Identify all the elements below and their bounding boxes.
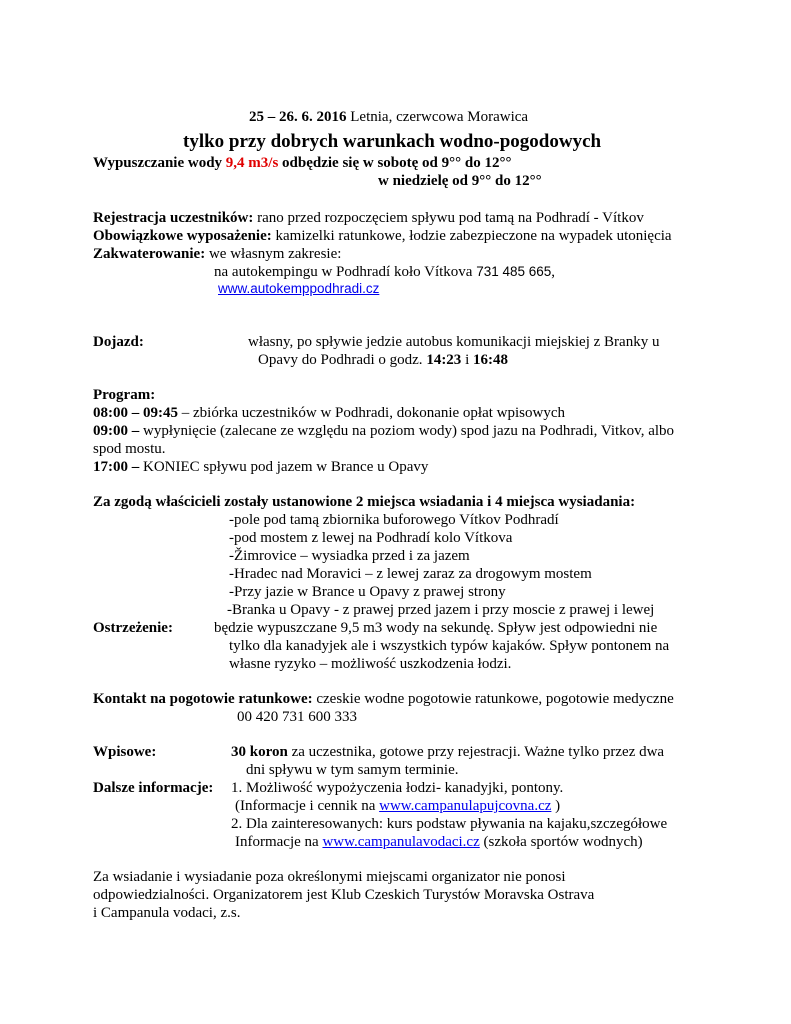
warning-line3: własne ryzyko – możliwość uszkodzenia łodzi. xyxy=(229,656,512,672)
program-item-2-time: 09:00 – xyxy=(93,423,140,439)
event-dates-line xyxy=(249,108,528,126)
contact-line xyxy=(93,690,674,708)
more-info-item-2: 2. Dla zainteresowanych: kurs podstaw pływania na kajaku,szczegółowe xyxy=(231,816,668,832)
program-item-2-cont: spod mostu. xyxy=(93,441,166,457)
fee-label: Wpisowe: xyxy=(93,744,157,760)
contact-text: czeskie wodne pogotowie ratunkowe, pogotowie medyczne xyxy=(312,691,674,707)
contact-label: Kontakt na pogotowie ratunkowe: xyxy=(93,691,313,707)
registration-label: Rejestracja uczestników: xyxy=(93,210,254,226)
equipment-label: Obowiązkowe wyposażenie: xyxy=(93,228,272,244)
program-item-2-text: wypłynięcie (zalecane ze względu na poziom wody) spod jazu na Podhradi, Vitkov, albo xyxy=(139,423,675,439)
program-item-1-text: – zbiórka uczestników w Podhradi, dokonanie opłat wpisowych xyxy=(178,405,566,421)
location-item: -Hradec nad Moravici – z lewej zaraz za drogowym mostem xyxy=(229,566,592,582)
accommodation-line xyxy=(93,245,341,263)
footer-line2: odpowiedzialności. Organizatorem jest Klub Czeskich Turystów Moravska Ostrava xyxy=(93,887,595,903)
transport-and: i xyxy=(461,352,473,368)
program-item-1-time: 08:00 – 09:45 xyxy=(93,405,178,421)
water-release-suffix: odbędzie się w sobotę od 9°° do 12°° xyxy=(278,155,512,171)
bus-time-1: 14:23 xyxy=(426,352,462,368)
subtitle: tylko przy dobrych warunkach wodno-pogodowych xyxy=(183,131,602,152)
transport-line2 xyxy=(258,351,508,369)
autokemp-website-link[interactable]: www.autokemppodhradi.cz xyxy=(218,281,380,296)
equipment-text: kamizelki ratunkowe, łodzie zabezpieczone na wypadek utonięcia xyxy=(271,228,672,244)
program-item-3 xyxy=(93,458,428,476)
more-info-item-1: 1. Możliwość wypożyczenia łodzi- kanadyjki, pontony. xyxy=(231,780,564,796)
location-item: -pole pod tamą zbiornika buforowego Vítkov Podhradí xyxy=(229,512,559,528)
more-info-item-2-line2 xyxy=(235,833,643,851)
equipment-line xyxy=(93,227,672,245)
campanulapujcovna-link[interactable]: www.campanulapujcovna.cz xyxy=(379,798,552,814)
transport-line1: własny, po spływie jedzie autobus komunikacji miejskiej z Branky u xyxy=(248,334,660,350)
campanulavodaci-link[interactable]: www.campanulavodaci.cz xyxy=(322,834,480,850)
transport-label: Dojazd: xyxy=(93,334,144,350)
registration-line xyxy=(93,209,644,227)
warning-line2: tylko dla kanadyjek ale i wszystkich typów kajaków. Spływ pontonem na xyxy=(229,638,670,654)
location-item: -pod mostem z lewej na Podhradí kolo Vítkova xyxy=(229,530,513,546)
more-info-item-2-end: (szkoła sportów wodnych) xyxy=(479,834,643,850)
program-label: Program: xyxy=(93,387,156,403)
accommodation-label: Zakwaterowanie: xyxy=(93,246,206,262)
fee-text: za uczestnika, gotowe przy rejestracji. Ważne tylko przez dwa xyxy=(287,744,665,760)
program-item-3-text: KONIEC spływu pod jazem w Brance u Opavy xyxy=(139,459,429,475)
program-item-1 xyxy=(93,404,565,422)
accommodation-phone: 731 485 665 xyxy=(476,264,552,279)
accommodation-comma: , xyxy=(551,264,556,280)
accommodation-camp-line xyxy=(214,263,555,281)
location-item: -Žimrovice – wysiadka przed i za jazem xyxy=(229,548,470,564)
locations-heading: Za zgodą właścicieli zostały ustanowione 2 miejsca wsiadania i 4 miejsca wysiadania: xyxy=(93,494,636,510)
water-release-prefix: Wypuszczanie wody xyxy=(93,155,226,171)
transport-line2-text: Opavy do Podhradi o godz. xyxy=(258,352,427,368)
water-flow-value: 9,4 m3/s xyxy=(225,155,279,171)
fee-line xyxy=(231,743,664,761)
contact-phone: 00 420 731 600 333 xyxy=(237,709,357,725)
accommodation-camp-text: na autokempingu w Podhradí koło Vítkova xyxy=(214,264,477,280)
more-info-item-1-prefix: (Informacje i cennik na xyxy=(235,798,380,814)
more-info-item-1-line2 xyxy=(235,797,560,815)
fee-line2: dni spływu w tym samym terminie. xyxy=(246,762,459,778)
bus-time-2: 16:48 xyxy=(472,352,508,368)
footer-line1: Za wsiadanie i wysiadanie poza określonymi miejscami organizator nie ponosi xyxy=(93,869,566,885)
footer-line3: i Campanula vodaci, z.s. xyxy=(93,905,241,921)
registration-text: rano przed rozpoczęciem spływu pod tamą na Podhradí - Vítkov xyxy=(253,210,644,226)
event-place: Letnia, czerwcowa Morawica xyxy=(346,109,529,125)
warning-line1: będzie wypuszczane 9,5 m3 wody na sekundę. Spływ jest odpowiedni nie xyxy=(214,620,658,636)
water-release-sunday: w niedzielę od 9°° do 12°° xyxy=(378,173,542,189)
program-item-2 xyxy=(93,422,674,440)
more-info-label: Dalsze informacje: xyxy=(93,780,214,796)
fee-amount: 30 koron xyxy=(231,744,288,760)
accommodation-text: we własnym zakresie: xyxy=(205,246,342,262)
more-info-item-1-end: ) xyxy=(551,798,561,814)
more-info-item-2-prefix: Informacje na xyxy=(235,834,323,850)
warning-label: Ostrzeżenie: xyxy=(93,620,173,636)
event-dates: 25 – 26. 6. 2016 xyxy=(249,109,347,125)
program-item-3-time: 17:00 – xyxy=(93,459,140,475)
location-item: -Przy jazie w Brance u Opavy z prawej strony xyxy=(229,584,506,600)
location-item: -Branka u Opavy - z prawej przed jazem i przy moscie z prawej i lewej xyxy=(227,602,655,618)
water-release-line xyxy=(93,154,511,172)
